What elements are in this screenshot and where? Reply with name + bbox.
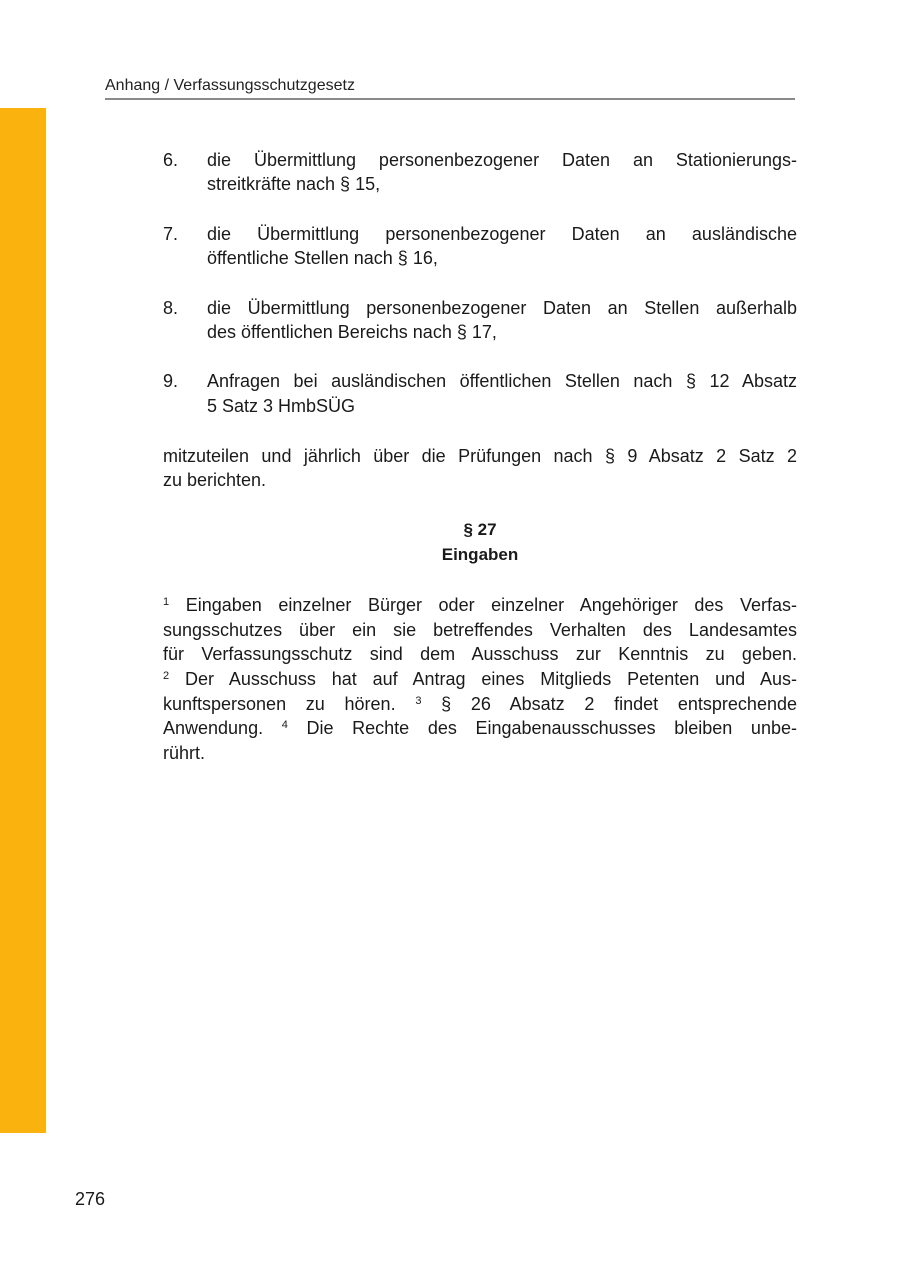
paragraph-line: $^1$ Eingaben einzelner Bürger oder einzelner Angehöriger des Verfas- bbox=[163, 595, 797, 615]
item-number: 6. bbox=[163, 150, 179, 170]
item-line: 5 Satz 3 HmbSÜG bbox=[207, 396, 356, 416]
paragraph-line: $^2$ Der Ausschuss hat auf Antrag eines Mitglieds Petenten und Aus- bbox=[163, 669, 797, 689]
paragraph-line: sungsschutzes über ein sie betreffendes Verhalten des Landesamtes bbox=[163, 620, 797, 640]
item-number: 8. bbox=[163, 298, 179, 318]
running-header: Anhang / Verfassungsschutzgesetz bbox=[105, 77, 355, 94]
thumb-index-bar bbox=[0, 108, 46, 1133]
closing-line: mitzuteilen und jährlich über die Prüfungen nach § 9 Absatz 2 Satz 2 bbox=[163, 446, 797, 466]
section-number: § 27 bbox=[463, 520, 497, 539]
section-title: Eingaben bbox=[441, 545, 519, 564]
paragraph-line: kunftspersonen zu hören. $^3$ § 26 Absatz 2 findet entsprechende bbox=[163, 694, 797, 714]
item-line: des öffentlichen Bereichs nach § 17, bbox=[207, 322, 497, 342]
page-number: 276 bbox=[75, 1189, 106, 1209]
header-rule bbox=[105, 98, 795, 100]
item-line: Anfragen bei ausländischen öffentlichen Stellen nach § 12 Absatz bbox=[207, 371, 797, 391]
item-number: 9. bbox=[163, 371, 179, 391]
item-line: die Übermittlung personenbezogener Daten an ausländische bbox=[207, 224, 797, 244]
item-line: die Übermittlung personenbezogener Daten an Stellen außerhalb bbox=[207, 298, 797, 318]
paragraph-line: für Verfassungsschutz sind dem Ausschuss zur Kenntnis zu geben. bbox=[163, 644, 797, 664]
paragraph-line: rührt. bbox=[163, 743, 206, 763]
closing-line: zu berichten. bbox=[163, 470, 267, 490]
paragraph-line: Anwendung. $^4$ Die Rechte des Eingabenausschusses bleiben unbe- bbox=[163, 718, 797, 738]
item-line: öffentliche Stellen nach § 16, bbox=[207, 248, 438, 268]
item-line: streitkräfte nach § 15, bbox=[207, 174, 381, 194]
item-line: die Übermittlung personenbezogener Daten an Stationierungs- bbox=[207, 150, 797, 170]
item-number: 7. bbox=[163, 224, 179, 244]
